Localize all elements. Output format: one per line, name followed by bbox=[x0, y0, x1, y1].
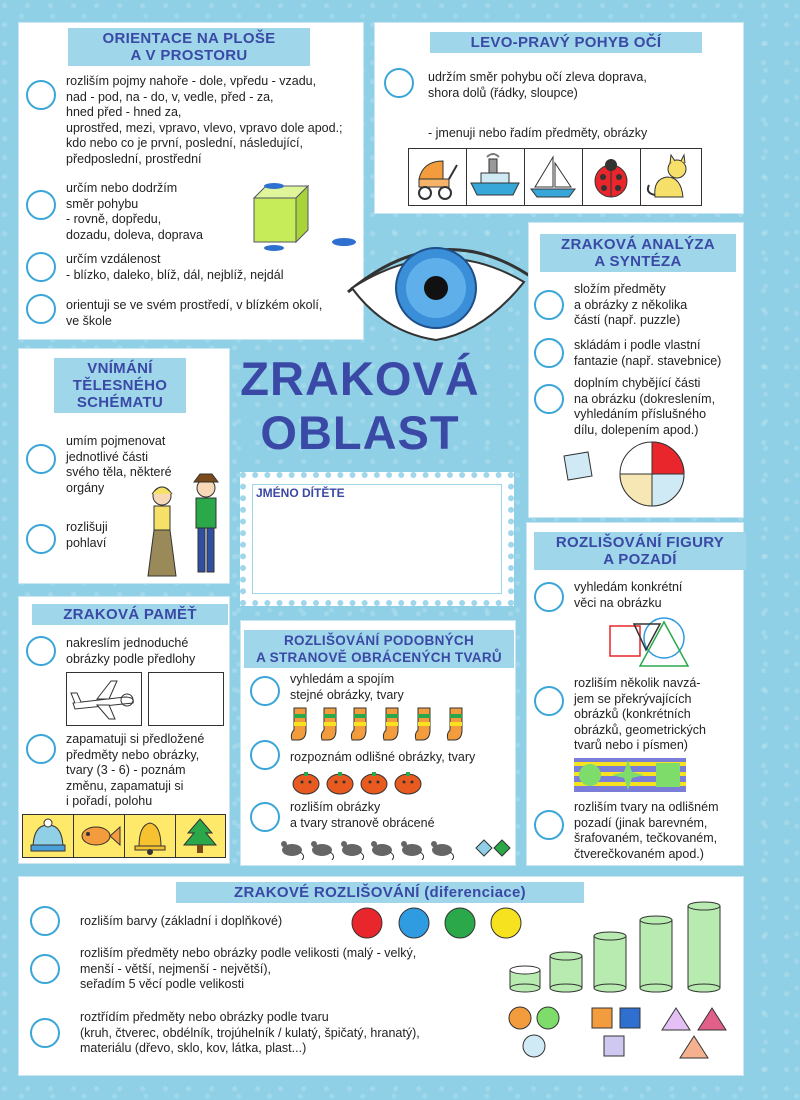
podobnych-checkbox-1[interactable] bbox=[250, 676, 280, 706]
diferenciace-checkbox-3[interactable] bbox=[30, 1018, 60, 1048]
airplane-model-box bbox=[66, 672, 142, 726]
fish-icon bbox=[73, 814, 125, 858]
figury-checkbox-1[interactable] bbox=[534, 582, 564, 612]
orientace-item-2: určím nebo dodržím směr pohybu - rovně, dopředu, dozadu, doleva, doprava bbox=[66, 181, 203, 242]
telesne-item-2: rozlišuji pohlaví bbox=[66, 520, 108, 550]
orientace-checkbox-2[interactable] bbox=[26, 190, 56, 220]
figury-header: ROZLIŠOVÁNÍ FIGURY A POZADÍ bbox=[534, 532, 746, 570]
drawing-copy-box[interactable] bbox=[148, 672, 224, 726]
podobnych-item-3: rozliším obrázky a tvary stranově obrácené bbox=[290, 800, 435, 830]
eye-icon bbox=[344, 236, 534, 346]
overlapping-shapes-icon bbox=[604, 616, 694, 672]
figury-checkbox-2[interactable] bbox=[534, 686, 564, 716]
figury-item-1: vyhledám konkrétní věci na obrázku bbox=[574, 580, 683, 610]
orientace-item-1: rozliším pojmy nahoře - dole, vpředu - vzadu, nad - pod, na - do, v, vedle, před - za, hned před - hned za, uprostřed, mezi, vpravo, vlevo, vpravo dole apod.; kdo nebo co je první, poslední, následující, předposlední, prostřední bbox=[66, 74, 343, 166]
figury-item-2: rozliším několik navzá- jem se překrývajících obrázků (konkrétních obrázků, geometrických tvarů nebo i písmen) bbox=[574, 676, 707, 752]
orientace-item-3: určím vzdálenost - blízko, daleko, blíž, dál, nejblíž, nejdál bbox=[66, 252, 284, 282]
mice-diamonds-icon bbox=[280, 836, 512, 860]
telesne-checkbox-1[interactable] bbox=[26, 444, 56, 474]
diferenciace-checkbox-2[interactable] bbox=[30, 954, 60, 984]
telesne-header: VNÍMÁNÍ TĚLESNÉHO SCHÉMATU bbox=[54, 358, 186, 413]
levopravy-item-1: udržím směr pohybu očí zleva doprava, shora dolů (řádky, sloupce) bbox=[428, 70, 647, 100]
stroller-icon bbox=[408, 148, 467, 206]
sailboat-icon bbox=[524, 148, 583, 206]
figury-checkbox-3[interactable] bbox=[534, 810, 564, 840]
analyza-item-2: skládám i podle vlastní fantazie (např. stavebnice) bbox=[574, 338, 722, 368]
analyza-checkbox-1[interactable] bbox=[534, 290, 564, 320]
color-dot-green bbox=[445, 908, 475, 938]
levopravy-header: LEVO-PRAVÝ POHYB OČÍ bbox=[430, 32, 702, 53]
bell-icon bbox=[124, 814, 176, 858]
color-dot-blue bbox=[399, 908, 429, 938]
analyza-checkbox-2[interactable] bbox=[534, 338, 564, 368]
podobnych-header: ROZLIŠOVÁNÍ PODOBNÝCH A STRANOVĚ OBRÁCENÝCH TVARŮ bbox=[244, 630, 514, 668]
podobnych-item-2: rozpoznám odlišné obrázky, tvary bbox=[290, 750, 476, 764]
podobnych-checkbox-3[interactable] bbox=[250, 802, 280, 832]
shapes-on-background-icon bbox=[574, 758, 686, 792]
diferenciace-checkbox-1[interactable] bbox=[30, 906, 60, 936]
orientace-header: ORIENTACE NA PLOŠE A V PROSTORU bbox=[68, 28, 310, 66]
cat-icon bbox=[640, 148, 702, 206]
pumpkins-icon bbox=[292, 770, 432, 796]
pamet-item-2: zapamatuji si předložené předměty nebo obrázky, tvary (3 - 6) - poznám změnu, zapamatuji si i pořadí, polohu bbox=[66, 732, 205, 808]
podobnych-item-1: vyhledám a spojím stejné obrázky, tvary bbox=[290, 672, 404, 702]
jmeno-input[interactable] bbox=[256, 504, 496, 590]
pamet-checkbox-2[interactable] bbox=[26, 734, 56, 764]
levopravy-checkbox-1[interactable] bbox=[384, 68, 414, 98]
telesne-checkbox-2[interactable] bbox=[26, 524, 56, 554]
cylinders-icon bbox=[506, 900, 726, 994]
color-dot-red bbox=[352, 908, 382, 938]
diferenciace-header: ZRAKOVÉ ROZLIŠOVÁNÍ (diferenciace) bbox=[176, 882, 584, 903]
page-title: ZRAKOVÁ OBLAST bbox=[240, 352, 480, 459]
socks-icon bbox=[290, 706, 478, 744]
children-icon bbox=[140, 470, 232, 580]
diferenciace-item-1: rozliším barvy (základní i doplňkové) bbox=[80, 914, 283, 928]
shape-sort-icon bbox=[506, 1004, 738, 1062]
analyza-item-3: doplním chybějící části na obrázku (dokreslením, vyhledáním příslušného dílu, dolepením apod.) bbox=[574, 376, 716, 437]
orientace-item-4: orientuji se ve svém prostředí, v blízkém okolí, ve škole bbox=[66, 298, 323, 328]
pamet-item-1: nakreslím jednoduché obrázky podle předlohy bbox=[66, 636, 196, 666]
orientace-checkbox-3[interactable] bbox=[26, 252, 56, 282]
analyza-checkbox-3[interactable] bbox=[534, 384, 564, 414]
tree-icon bbox=[175, 814, 226, 858]
jmeno-label: JMÉNO DÍTĚTE bbox=[256, 486, 345, 500]
telesne-item-1: umím pojmenovat jednotlivé části svého těla, některé orgány bbox=[66, 434, 172, 495]
puzzle-circle-icon bbox=[560, 440, 710, 510]
cube-icon bbox=[244, 182, 356, 254]
levopravy-item-2: - jmenuji nebo řadím předměty, obrázky bbox=[428, 126, 648, 140]
diferenciace-item-2: rozliším předměty nebo obrázky podle velikosti (malý - velký, menší - větší, nejmenší - největší), seřadím 5 věcí podle velikosti bbox=[80, 946, 417, 991]
levopravy-picture-row bbox=[408, 148, 702, 206]
pamet-checkbox-1[interactable] bbox=[26, 636, 56, 666]
orientace-checkbox-1[interactable] bbox=[26, 80, 56, 110]
figury-item-3: rozliším tvary na odlišném pozadí (jinak barevném, šrafovaném, tečkovaném, čtverečkovaném apod.) bbox=[574, 800, 719, 861]
pamet-picture-row bbox=[22, 814, 226, 858]
pamet-header: ZRAKOVÁ PAMĚŤ bbox=[32, 604, 228, 625]
orientace-checkbox-4[interactable] bbox=[26, 294, 56, 324]
ladybug-icon bbox=[582, 148, 641, 206]
color-dots bbox=[350, 906, 526, 940]
diferenciace-item-3: roztřídím předměty nebo obrázky podle tvaru (kruh, čtverec, obdélník, trojúhelník / kulatý, špičatý, hranatý), materiálu (dřevo, sklo, kov, látka, plast...) bbox=[80, 1010, 420, 1055]
hat-icon bbox=[22, 814, 74, 858]
analyza-item-1: složím předměty a obrázky z několika částí (např. puzzle) bbox=[574, 282, 688, 327]
analyza-header: ZRAKOVÁ ANALÝZA A SYNTÉZA bbox=[540, 234, 736, 272]
podobnych-checkbox-2[interactable] bbox=[250, 740, 280, 770]
ship-icon bbox=[466, 148, 525, 206]
